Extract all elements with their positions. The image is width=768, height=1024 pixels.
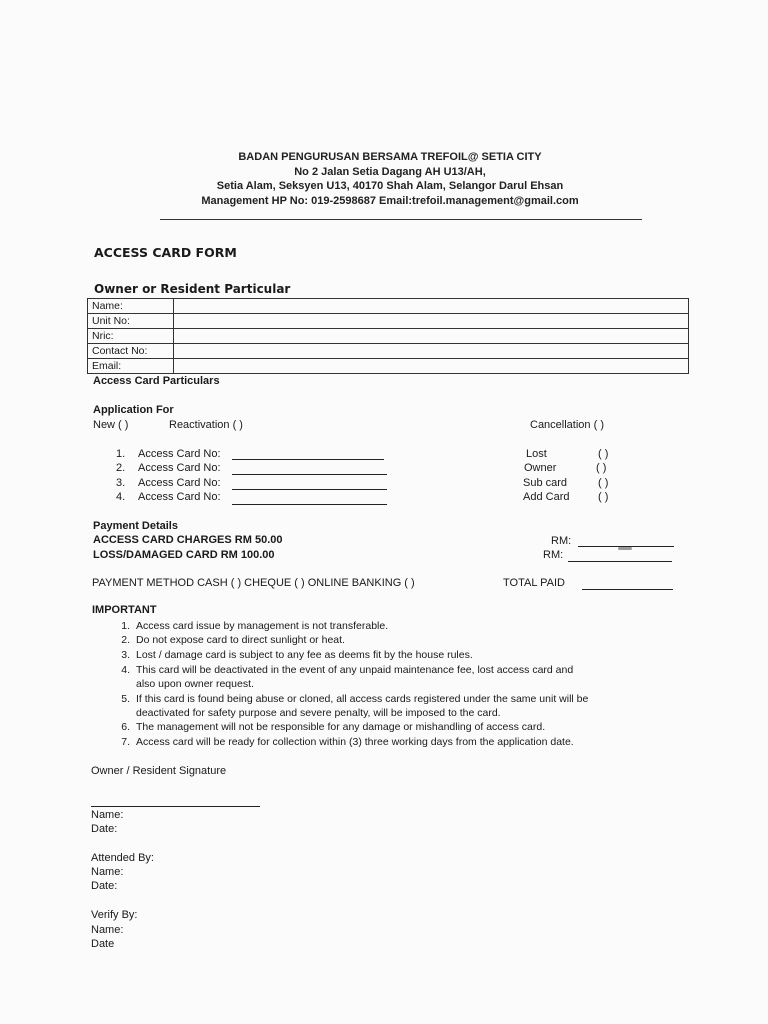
owner-particulars-table xyxy=(87,298,689,374)
access-card-no-line-2[interactable] xyxy=(232,474,387,475)
owner-row-name xyxy=(88,299,689,314)
attended-date-label: Date: xyxy=(91,880,118,892)
letterhead-line-4: Management HP No: 019-2598687 Email:trefoil.management@gmail.com xyxy=(201,195,579,207)
verify-date-label: Date xyxy=(91,938,115,950)
important-item-continued: also upon owner request. xyxy=(136,678,254,690)
access-card-no-line-4[interactable] xyxy=(232,504,387,505)
owner-field-label: Name: xyxy=(88,299,174,314)
access-card-no-label: Access Card No: xyxy=(138,491,221,503)
signature-title: Owner / Resident Signature xyxy=(91,765,227,777)
important-item: 1. Access card issue by management is not transferable. xyxy=(121,620,389,632)
owner-nric-field[interactable] xyxy=(174,329,689,344)
owner-unit-field[interactable] xyxy=(174,314,689,329)
owner-row-unit xyxy=(88,314,689,329)
letterhead-line-3: Setia Alam, Seksyen U13, 40170 Shah Alam, Selangor Darul Ehsan xyxy=(216,180,564,192)
access-card-charges: ACCESS CARD CHARGES RM 50.00 xyxy=(93,534,283,546)
verify-name-label: Name: xyxy=(91,924,124,936)
signature-line[interactable] xyxy=(91,806,260,807)
owner-field-label: Contact No: xyxy=(88,344,174,359)
important-title: IMPORTANT xyxy=(92,604,157,616)
important-item: 3. Lost / damage card is subject to any fee as deems fit by the house rules. xyxy=(121,649,473,661)
attended-by-label: Attended By: xyxy=(91,852,154,864)
reason-label: Add Card xyxy=(523,491,570,503)
reason-owner-checkbox[interactable]: ( ) xyxy=(596,462,607,474)
reason-subcard-checkbox[interactable]: ( ) xyxy=(598,477,609,489)
reason-addcard-checkbox[interactable]: ( ) xyxy=(598,491,609,503)
form-title: ACCESS CARD FORM xyxy=(94,245,237,260)
access-card-particulars-title: Access Card Particulars xyxy=(93,375,220,387)
verify-by-label: Verify By: xyxy=(91,909,138,921)
owner-section-title: Owner or Resident Particular xyxy=(94,282,291,296)
important-item: 4. This card will be deactivated in the event of any unpaid maintenance fee, lost access card and xyxy=(121,664,574,676)
important-item: 2. Do not expose card to direct sunlight or heat. xyxy=(121,634,345,646)
important-item: 7. Access card will be ready for collection within (3) three working days from the application date. xyxy=(121,736,574,748)
card-number-index: 1. xyxy=(116,448,126,460)
important-item-continued: deactivated for safety purpose and severe penalty, will be imposed to the card. xyxy=(136,707,501,719)
card-number-index: 4. xyxy=(116,491,126,503)
owner-row-nric xyxy=(88,329,689,344)
reason-label: Sub card xyxy=(523,477,568,489)
owner-field-label: Unit No: xyxy=(88,314,174,329)
payment-method[interactable]: PAYMENT METHOD CASH ( ) CHEQUE ( ) ONLINE BANKING ( ) xyxy=(92,577,415,589)
total-paid-line[interactable] xyxy=(582,589,673,590)
access-card-no-label: Access Card No: xyxy=(138,462,221,474)
loss-damaged-charges: LOSS/DAMAGED CARD RM 100.00 xyxy=(93,549,275,561)
reason-label: Lost xyxy=(526,448,547,460)
owner-field-label: Email: xyxy=(88,359,174,374)
payment-details-title: Payment Details xyxy=(93,520,178,532)
reason-label: Owner xyxy=(524,462,557,474)
access-card-no-label: Access Card No: xyxy=(138,448,221,460)
rm-amount-line-2[interactable] xyxy=(568,561,672,562)
access-card-no-label: Access Card No: xyxy=(138,477,221,489)
rm-label: RM: xyxy=(551,535,572,547)
owner-row-email xyxy=(88,359,689,374)
new-option[interactable]: New ( ) xyxy=(93,419,129,431)
owner-field-label: Nric: xyxy=(88,329,174,344)
owner-row-contact xyxy=(88,344,689,359)
reason-lost-checkbox[interactable]: ( ) xyxy=(598,448,609,460)
important-item: 5. If this card is found being abuse or cloned, all access cards registered under the same unit will be xyxy=(121,693,589,705)
letterhead-divider xyxy=(160,219,642,220)
application-for-title: Application For xyxy=(93,404,174,416)
reactivation-option[interactable]: Reactivation ( ) xyxy=(169,419,243,431)
card-number-index: 2. xyxy=(116,462,126,474)
rm-label: RM: xyxy=(543,549,564,561)
letterhead-line-2: No 2 Jalan Setia Dagang AH U13/AH, xyxy=(294,166,486,178)
cancellation-option[interactable]: Cancellation ( ) xyxy=(530,419,604,431)
signature-name-label: Name: xyxy=(91,809,124,821)
ink-mark xyxy=(618,547,632,550)
letterhead-line-1: BADAN PENGURUSAN BERSAMA TREFOIL@ SETIA CITY xyxy=(238,151,542,163)
signature-date-label: Date: xyxy=(91,823,118,835)
access-card-no-line-3[interactable] xyxy=(232,489,387,490)
owner-name-field[interactable] xyxy=(174,299,689,314)
owner-contact-field[interactable] xyxy=(174,344,689,359)
total-paid-label: TOTAL PAID xyxy=(503,577,565,589)
attended-name-label: Name: xyxy=(91,866,124,878)
access-card-no-line-1[interactable] xyxy=(232,459,384,460)
card-number-index: 3. xyxy=(116,477,126,489)
owner-email-field[interactable] xyxy=(174,359,689,374)
important-item: 6. The management will not be responsible for any damage or mishandling of access card. xyxy=(121,721,546,733)
